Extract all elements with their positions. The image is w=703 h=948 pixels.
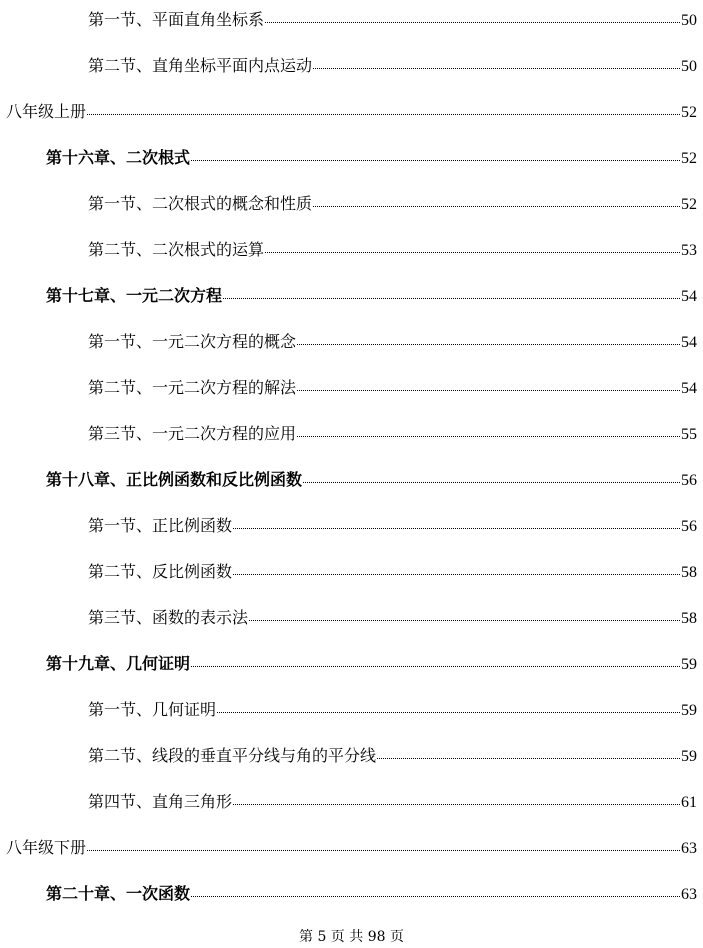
toc-entry-page: 54 bbox=[681, 380, 697, 397]
toc-entry[interactable] bbox=[0, 56, 697, 76]
dot-leader bbox=[233, 804, 680, 805]
toc-entry-page: 63 bbox=[681, 886, 697, 903]
toc-entry-page: 50 bbox=[681, 58, 697, 75]
toc-entry[interactable] bbox=[0, 148, 697, 168]
toc-entry-page: 54 bbox=[681, 334, 697, 351]
dot-leader bbox=[223, 298, 680, 299]
toc-entry-title: 第二十章、一次函数 bbox=[46, 884, 191, 903]
dot-leader bbox=[297, 436, 680, 437]
toc-entry[interactable] bbox=[0, 746, 697, 766]
toc-entry[interactable] bbox=[0, 884, 697, 904]
toc-entry-page: 56 bbox=[681, 518, 697, 535]
toc-entry[interactable] bbox=[0, 562, 697, 582]
dot-leader bbox=[217, 712, 680, 713]
toc-entry[interactable] bbox=[0, 516, 697, 536]
toc-entry-page: 58 bbox=[681, 564, 697, 581]
toc-entry[interactable] bbox=[0, 654, 697, 674]
toc-entry-title: 第十六章、二次根式 bbox=[46, 148, 191, 167]
toc-entry-title: 第二节、线段的垂直平分线与角的平分线 bbox=[88, 746, 377, 765]
toc-entry[interactable] bbox=[0, 332, 697, 352]
dot-leader bbox=[297, 344, 680, 345]
dot-leader bbox=[87, 850, 680, 851]
toc-entry-title: 八年级下册 bbox=[6, 838, 87, 857]
toc-entry-title: 第三节、函数的表示法 bbox=[88, 608, 249, 627]
dot-leader bbox=[191, 160, 680, 161]
toc-entry-page: 54 bbox=[681, 288, 697, 305]
toc-entry-title: 第二节、反比例函数 bbox=[88, 562, 233, 581]
toc-entry[interactable] bbox=[0, 10, 697, 30]
page-footer: 第 5 页 共 98 页 bbox=[299, 929, 404, 945]
dot-leader bbox=[87, 114, 680, 115]
toc-entry-page: 63 bbox=[681, 840, 697, 857]
toc-entry-title: 第一节、正比例函数 bbox=[88, 516, 233, 535]
toc-entry-page: 56 bbox=[681, 472, 697, 489]
toc-entry-title: 第十九章、几何证明 bbox=[46, 654, 191, 673]
toc-entry-page: 59 bbox=[681, 748, 697, 765]
toc-entry[interactable] bbox=[0, 838, 697, 858]
toc-entry-page: 59 bbox=[681, 656, 697, 673]
toc-entry-page: 55 bbox=[681, 426, 697, 443]
dot-leader bbox=[233, 528, 680, 529]
toc-entry[interactable] bbox=[0, 102, 697, 122]
toc-entry-title: 第四节、直角三角形 bbox=[88, 792, 233, 811]
dot-leader bbox=[303, 482, 680, 483]
toc-entry[interactable] bbox=[0, 194, 697, 214]
toc-entry-title: 八年级上册 bbox=[6, 102, 87, 121]
toc-entry-title: 第二节、二次根式的运算 bbox=[88, 240, 265, 259]
dot-leader bbox=[377, 758, 680, 759]
toc-entry[interactable] bbox=[0, 792, 697, 812]
toc-entry-page: 58 bbox=[681, 610, 697, 627]
toc-entry-title: 第一节、一元二次方程的概念 bbox=[88, 332, 297, 351]
toc-entry-page: 52 bbox=[681, 150, 697, 167]
toc-entry-page: 52 bbox=[681, 196, 697, 213]
toc-entry-page: 50 bbox=[681, 12, 697, 29]
toc-entry[interactable] bbox=[0, 470, 697, 490]
toc-entry-page: 53 bbox=[681, 242, 697, 259]
dot-leader bbox=[313, 206, 680, 207]
toc-entry-page: 52 bbox=[681, 104, 697, 121]
toc-entry[interactable] bbox=[0, 240, 697, 260]
toc-entry-title: 第一节、二次根式的概念和性质 bbox=[88, 194, 313, 213]
dot-leader bbox=[249, 620, 680, 621]
toc-entry-title: 第三节、一元二次方程的应用 bbox=[88, 424, 297, 443]
toc-entry-page: 61 bbox=[681, 794, 697, 811]
dot-leader bbox=[265, 22, 680, 23]
toc-entry-title: 第一节、平面直角坐标系 bbox=[88, 10, 265, 29]
toc-entry[interactable] bbox=[0, 608, 697, 628]
toc-entry[interactable] bbox=[0, 424, 697, 444]
toc-entry-title: 第十八章、正比例函数和反比例函数 bbox=[46, 470, 303, 489]
dot-leader bbox=[191, 666, 680, 667]
toc-entry-title: 第一节、几何证明 bbox=[88, 700, 217, 719]
toc-entry-title: 第十七章、一元二次方程 bbox=[46, 286, 223, 305]
toc-entry-title: 第二节、直角坐标平面内点运动 bbox=[88, 56, 313, 75]
toc-entry-title: 第二节、一元二次方程的解法 bbox=[88, 378, 297, 397]
toc-entry[interactable] bbox=[0, 700, 697, 720]
dot-leader bbox=[265, 252, 680, 253]
dot-leader bbox=[233, 574, 680, 575]
toc-entry[interactable] bbox=[0, 286, 697, 306]
toc-entry-page: 59 bbox=[681, 702, 697, 719]
dot-leader bbox=[191, 896, 680, 897]
dot-leader bbox=[313, 68, 680, 69]
toc-entry[interactable] bbox=[0, 378, 697, 398]
dot-leader bbox=[297, 390, 680, 391]
